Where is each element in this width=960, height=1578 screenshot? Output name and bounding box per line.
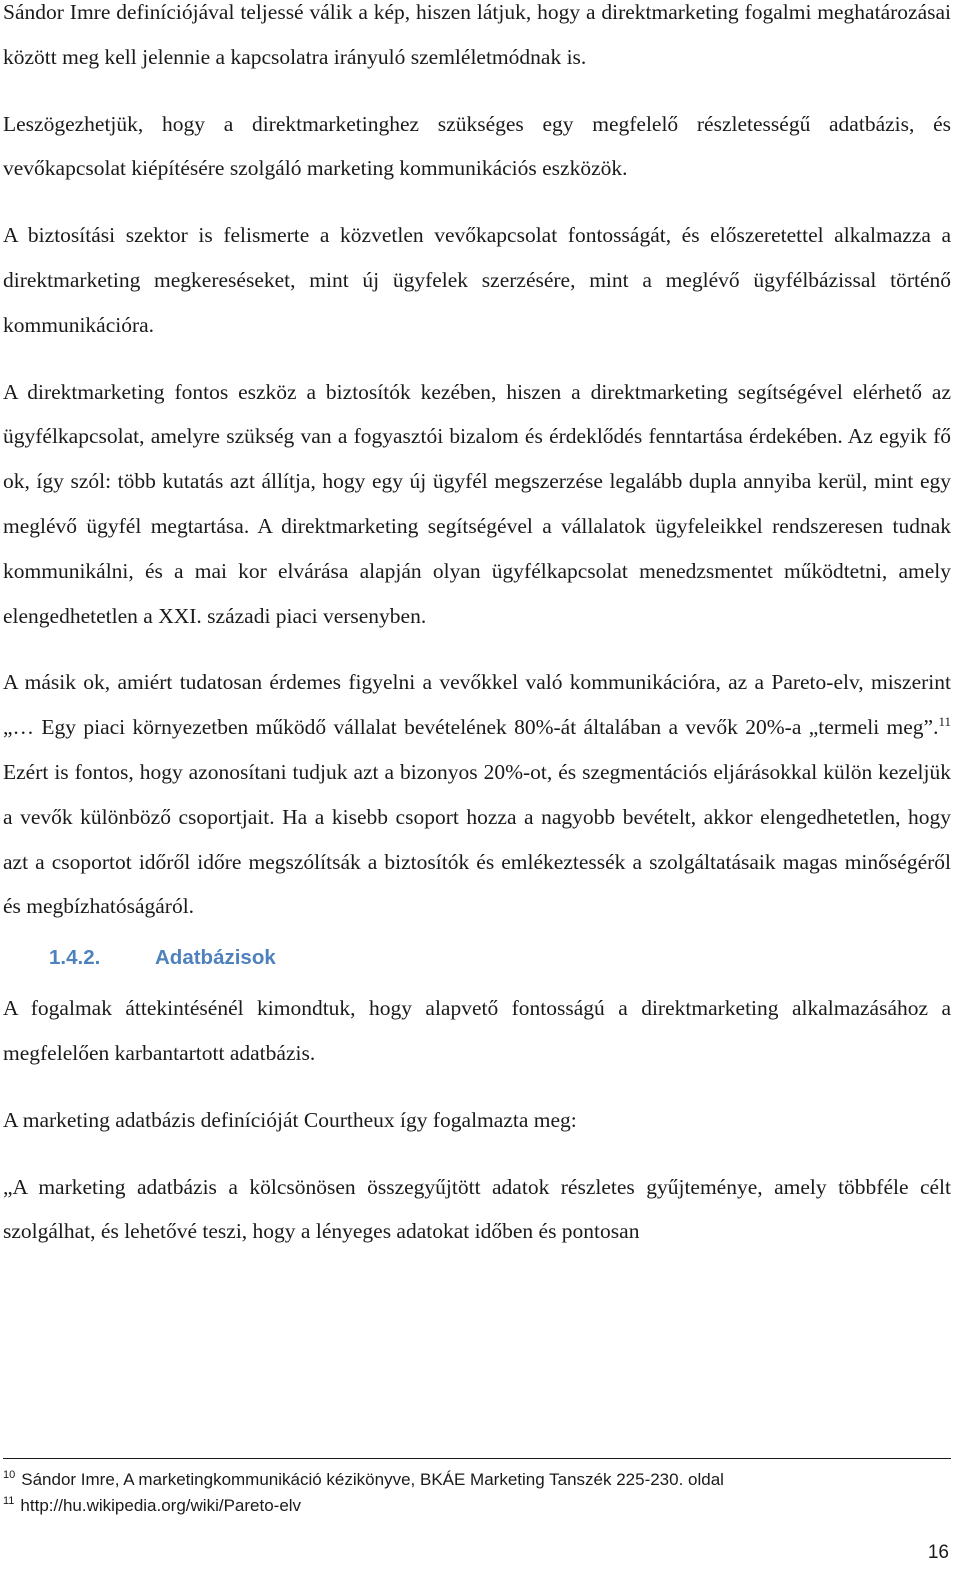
footnote-10 [3,1467,951,1493]
paragraph-fogalmak-attekintese: A fogalmak áttekintésénél kimondtuk, hogy alapvető fontosságú a direktmarketing alkalmazásához a megfelelően karbantartott adatbázis. [3,996,951,1065]
page-number: 16 [927,1542,949,1563]
section-number: 1.4.2. [49,946,101,970]
paragraph-gap [3,191,951,213]
section-heading [3,929,951,986]
paragraph-gap [3,348,951,370]
footnote-number: 11 [3,1495,15,1508]
footnote-text: Sándor Imre, A marketingkommunikáció kézikönyve, BKÁE Marketing Tanszék 225-230. oldal [21,1470,724,1489]
paragraph-biztositasi-szektor: A biztosítási szektor is felismerte a közvetlen vevőkapcsolat fontosságát, és előszeretettel alkalmazza a direktmarketing megkereséseket, mint új ügyfelek szerzésére, mint a meglévő ügyfélbázissal történő kommunikációra. [3,223,951,337]
paragraph-gap [3,1076,951,1098]
paragraph-direktmarketing-eszkoz: A direktmarketing fontos eszköz a biztosítók kezében, hiszen a direktmarketing segítségével elérhető az ügyfélkapcsolat, amelyre szükség van a fogyasztói bizalom és érdeklődés fenntartása érdekében. Az egyik fő ok, így szól: több kutatás azt állítja, hogy egy új ügyfél megszerzése legalább dupla annyiba kerül, mint egy meglévő ügyfél megtartása. A direktmarketing segítségével a vállalatok ügyfeleikkel rendszeresen tudnak kommunikálni, és a mai kor elvárása alapján olyan ügyfélkapcsolat menedzsmentet működtetni, amely elengedhetetlen a XXI. századi piaci versenyben. [3,379,951,628]
footnote-reference-11[interactable]: 11 [938,714,951,729]
paragraph-gap [3,1143,951,1165]
footnote-11 [3,1493,951,1519]
paragraph-pareto-elv [3,660,951,929]
section-title: Adatbázisok [155,946,276,970]
paragraph-gap [3,80,951,102]
paragraph-courtheux-quote: „A marketing adatbázis a kölcsönösen összegyűjtött adatok részletes gyűjteménye, amely többféle célt szolgálhat, és lehetővé teszi, hogy a lényeges adatokat időben és pontosan [3,1174,951,1244]
pareto-text-end: Ezért is fontos, hogy azonosítani tudjuk azt a bizonyos 20%-ot, és szegmentációs eljárásokkal külön kezeljük a vevők különböző csoportjait. Ha a kisebb csoport hozza a nagyobb bevételt, akkor elengedhetetlen, hogy azt a csoportot időről időre megszólítsák a biztosítók és emlékeztessék a szolgáltatásaik magas minőségéről és megbízhatóságáról. [3,759,951,919]
footnote-number: 10 [3,1469,16,1482]
paragraph-courtheux-intro: A marketing adatbázis definícióját Courtheux így fogalmazta meg: [3,1107,577,1132]
body-text [3,0,951,1254]
paragraph-leszogezhetjuk: Leszögezhetjük, hogy a direktmarketinghez szükséges egy megfelelő részletességű adatbázis, és vevőkapcsolat kiépítésére szolgáló marketing kommunikációs eszközök. [3,111,951,181]
pareto-text-start: A másik ok, amiért tudatosan érdemes figyelni a vevőkkel való kommunikációra, az a Pareto-elv, miszerint „… Egy piaci környezetben működő vállalat bevételének 80%-át általában a vevők 20%-a „termeli meg”. [3,670,951,740]
paragraph-sandor-imre: Sándor Imre definíciójával teljessé válik a kép, hiszen látjuk, hogy a direktmarketing fogalmi meghatározásai között meg kell jelennie a kapcsolatra irányuló szemléletmódnak is. [3,0,951,69]
paragraph-gap [3,638,951,660]
footnotes [3,1458,951,1519]
footnote-separator [3,1458,951,1459]
footnote-link[interactable]: http://hu.wikipedia.org/wiki/Pareto-elv [20,1496,302,1515]
